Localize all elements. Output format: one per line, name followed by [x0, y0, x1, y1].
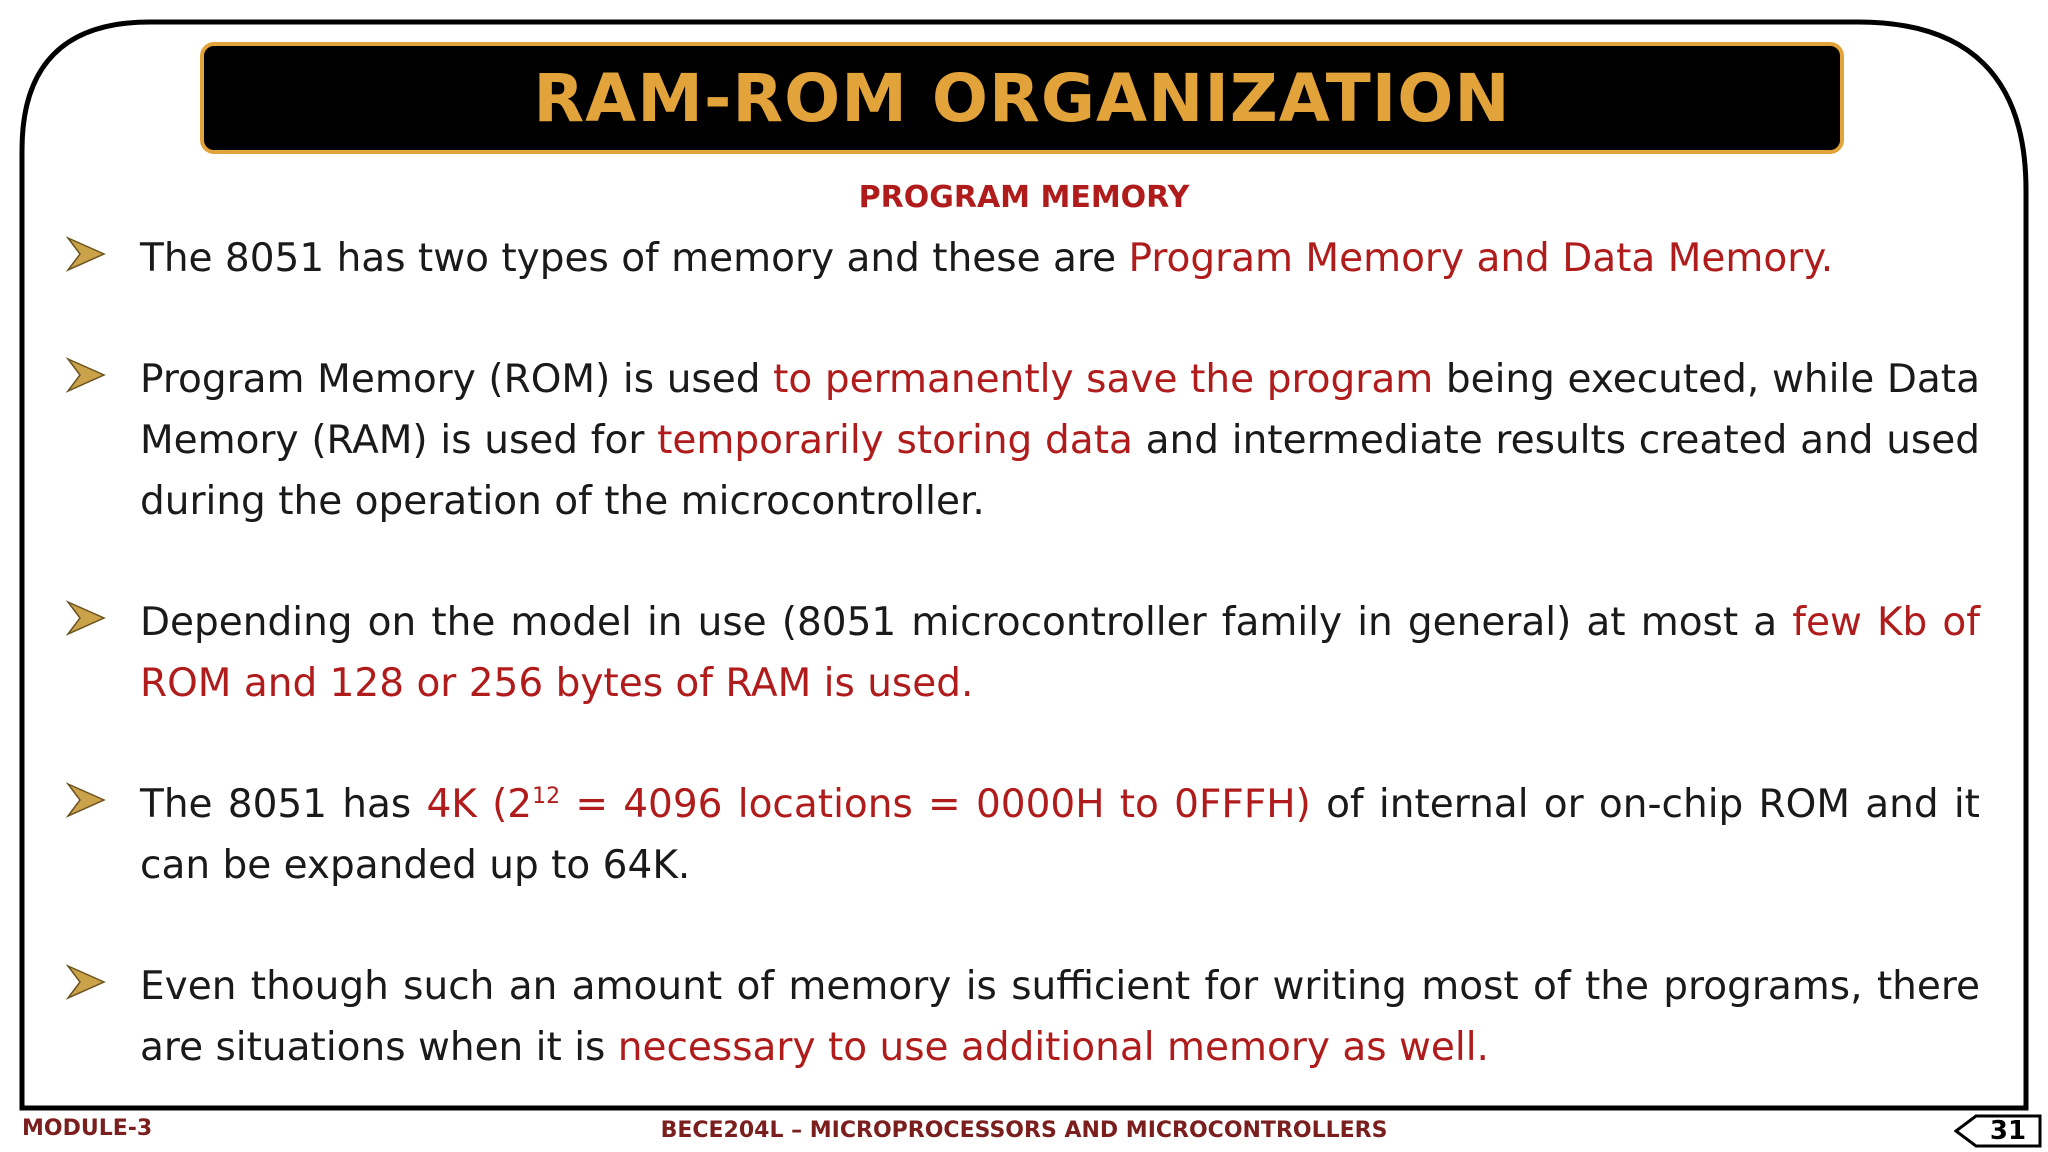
- bullet-item: [60, 592, 1980, 714]
- bullet-list: [60, 228, 1980, 1138]
- bullet-text: of internal or on-chip ROM and it can be expanded up to 64K.: [140, 782, 1980, 888]
- bullet-text: Program Memory (ROM) is used: [140, 357, 774, 402]
- bullet-text: Even though such an amount of memory is sufficient for writing most of the programs, there are situations when it is: [140, 964, 1980, 1070]
- bullet-text: Depending on the model in use (8051 microcontroller family in general) at most a: [140, 600, 1793, 645]
- bullet-highlight: [426, 782, 1310, 827]
- bullet-highlight-part: 4K (2: [426, 782, 533, 827]
- exponent: 12: [532, 784, 561, 809]
- bullet-item: [60, 956, 1980, 1078]
- bullet-text: The 8051 has: [140, 782, 427, 827]
- bullet-highlight: few Kb of ROM and 128 or 256 bytes of RAM is used.: [140, 600, 1981, 706]
- title-bar: [200, 42, 1844, 154]
- bullet-item: [60, 774, 1980, 896]
- arrow-bullet-icon: [66, 234, 106, 274]
- module-label: MODULE-3: [22, 1116, 153, 1141]
- bullet-text: being executed, while Data Memory (RAM) is used for: [140, 357, 1980, 463]
- arrow-bullet-icon: [66, 780, 106, 820]
- page-title: RAM-ROM ORGANIZATION: [533, 59, 1511, 137]
- arrow-bullet-icon: [66, 962, 106, 1002]
- bullet-highlight-part: = 4096 locations = 0000H to 0FFFH): [560, 782, 1311, 827]
- arrow-bullet-icon: [66, 355, 106, 395]
- course-label: BECE204L – MICROPROCESSORS AND MICROCONTROLLERS: [660, 1118, 1388, 1143]
- bullet-text: The 8051 has two types of memory and these are: [140, 236, 1129, 281]
- bullet-highlight: necessary to use additional memory as well.: [617, 1025, 1489, 1070]
- bullet-text: and intermediate results created and used during the operation of the microcontroller.: [140, 418, 1980, 524]
- bullet-item: [60, 349, 1980, 532]
- bullet-highlight: Program Memory and Data Memory.: [1128, 236, 1834, 281]
- bullet-highlight: to permanently save the program: [773, 357, 1434, 402]
- arrow-bullet-icon: [66, 598, 106, 638]
- bullet-highlight: temporarily storing data: [657, 418, 1133, 463]
- section-subtitle: PROGRAM MEMORY: [858, 180, 1190, 215]
- bullet-item: [60, 228, 1980, 289]
- page-number: 31: [1989, 1116, 2027, 1146]
